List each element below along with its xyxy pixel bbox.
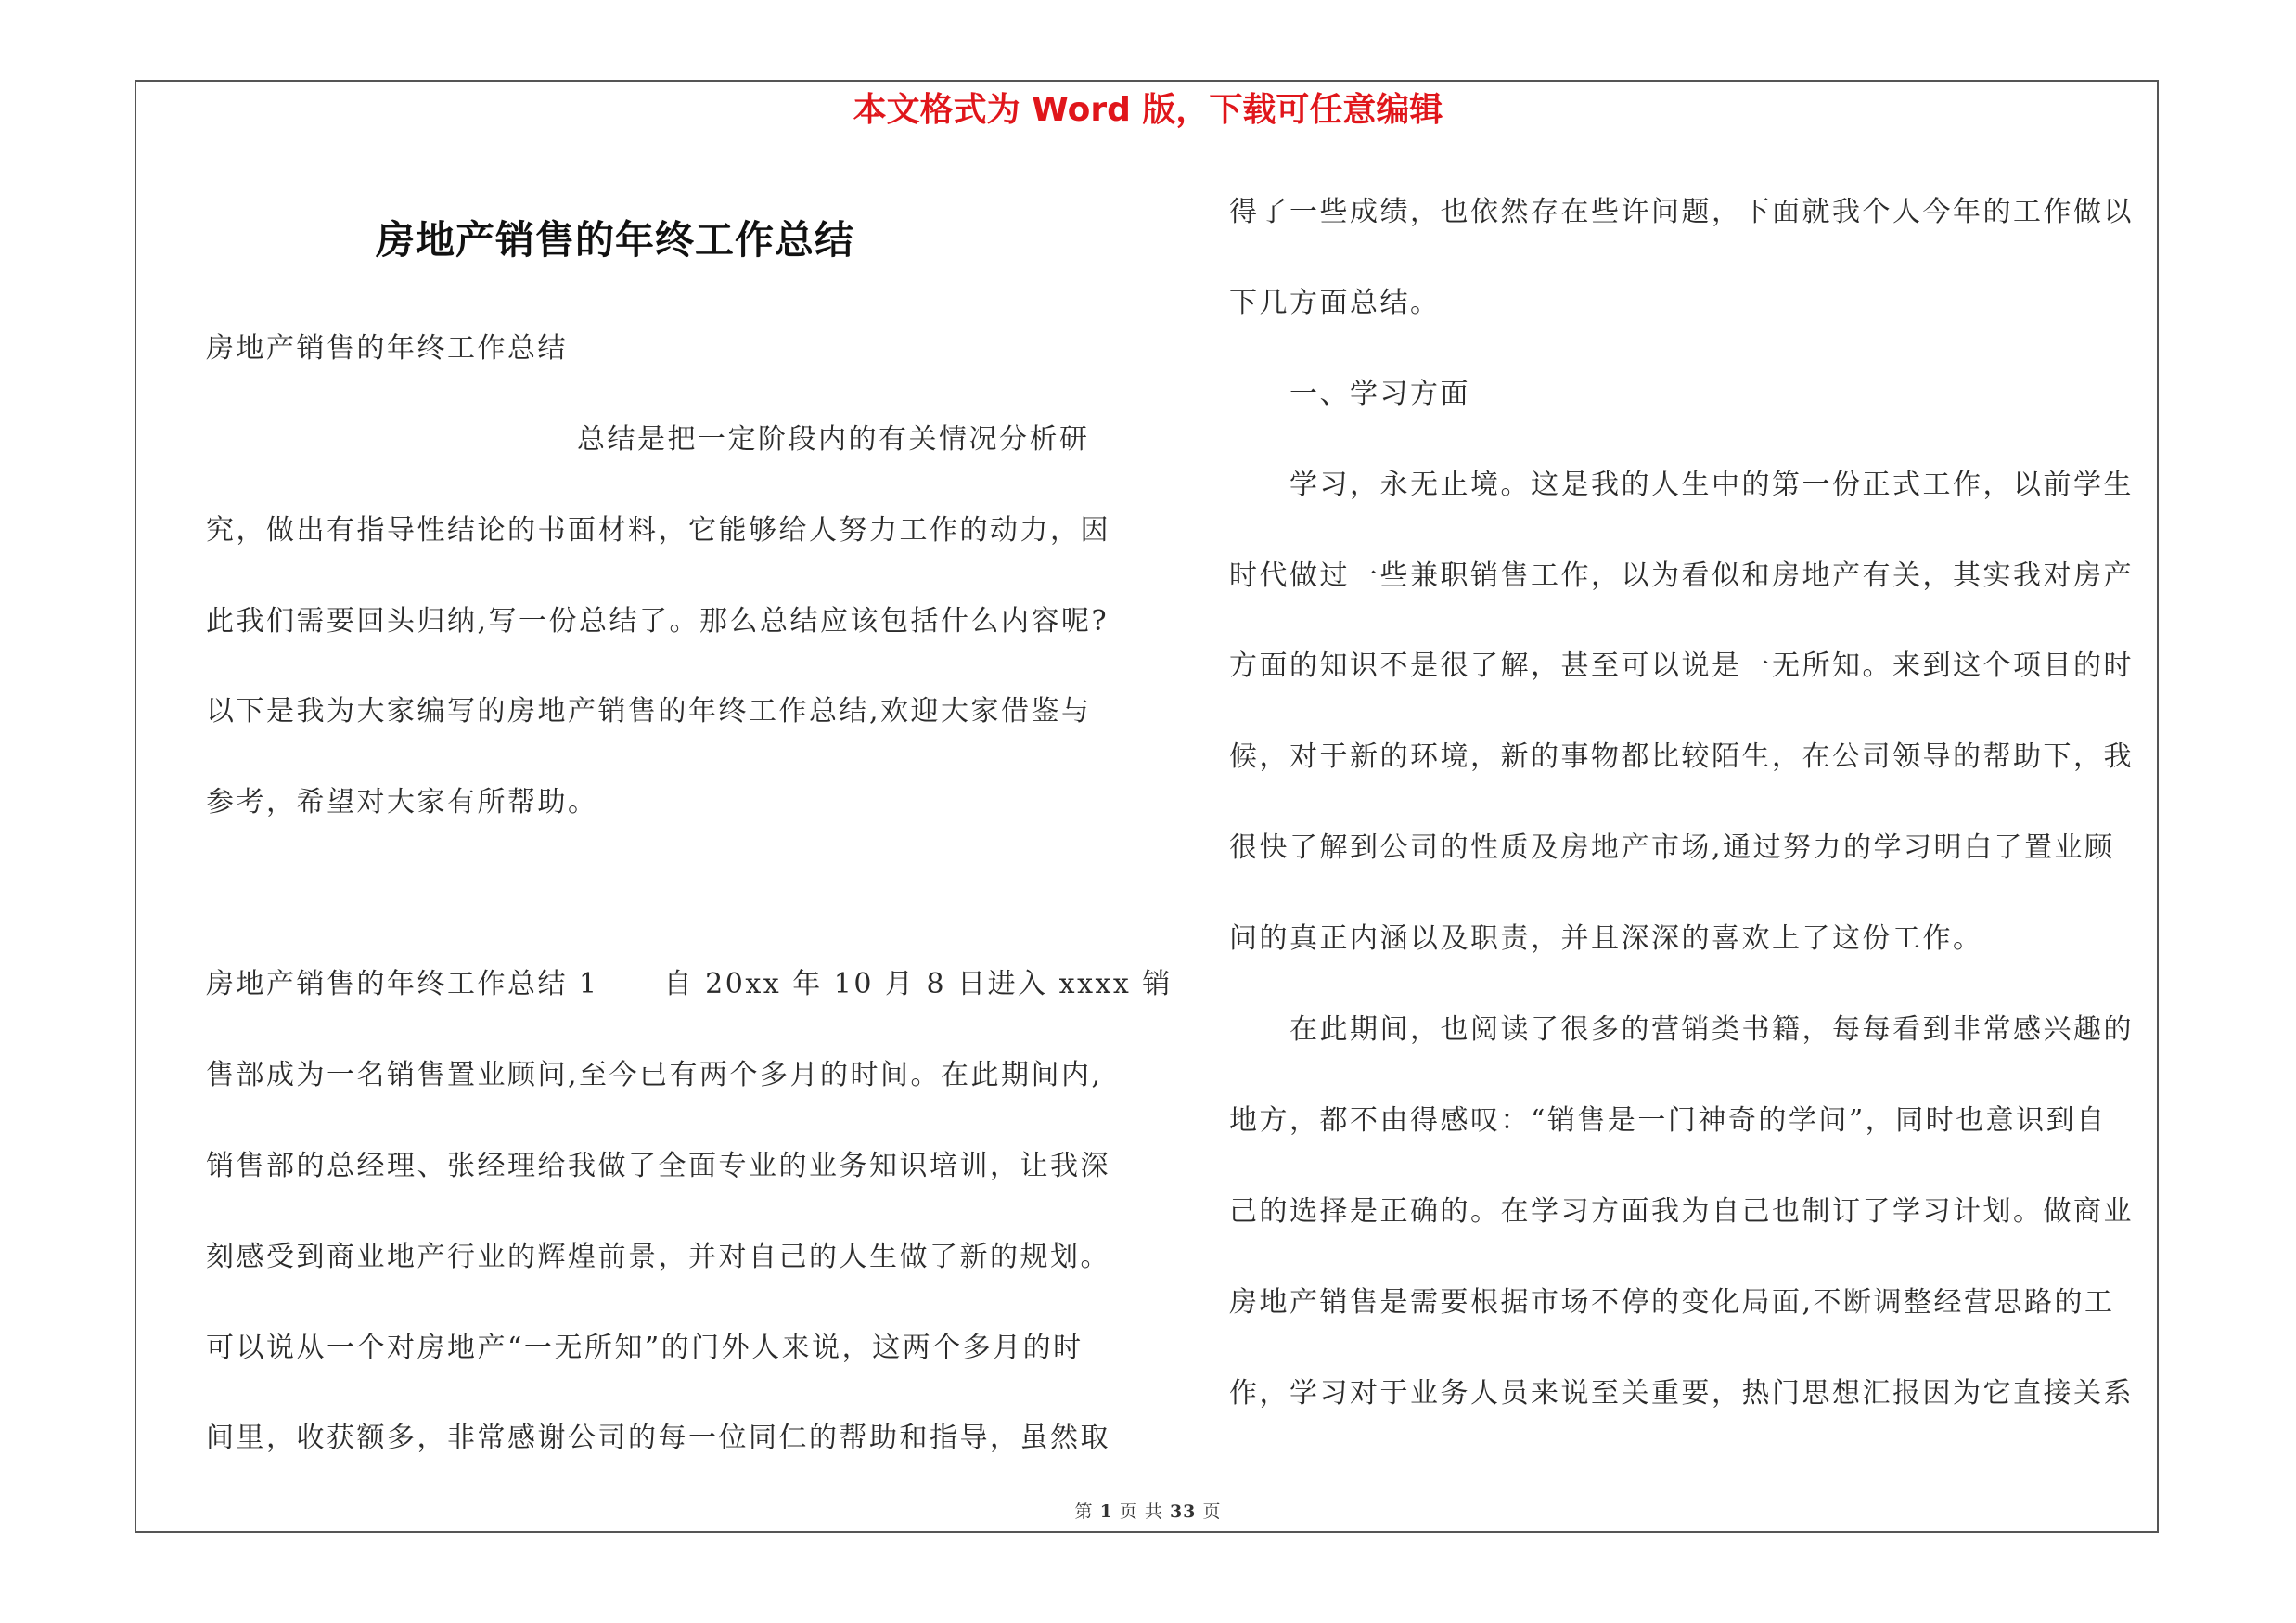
text-line: 下几方面总结。 — [1229, 287, 1441, 319]
word-format-banner: 本文格式为 Word 版，下载可任意编辑 — [853, 91, 1443, 129]
footer-suffix: 页 — [1202, 1501, 1222, 1522]
paragraph-line: 很快了解到公司的性质及房地产市场,通过努力的学习明白了置业顾 — [1229, 831, 2115, 864]
section-first-line: 自 20xx 年 10 月 8 日进入 xxxx 销 — [663, 968, 1173, 1000]
paragraph-line: 在此期间，也阅读了很多的营销类书籍，每每看到非常感兴趣的 — [1289, 1013, 2134, 1046]
section-line: 销售部的总经理、张经理给我做了全面专业的业务知识培训，让我深 — [206, 1150, 1110, 1182]
paragraph-line: 地方，都不由得感叹：“销售是一门神奇的学问”，同时也意识到自 — [1229, 1104, 2107, 1137]
paragraph-line: 时代做过一些兼职销售工作，以为看似和房地产有关，其实我对房产 — [1229, 560, 2134, 592]
paragraph-line: 作，学习对于业务人员来说至关重要，热门思想汇报因为它直接关系 — [1229, 1377, 2134, 1410]
intro-line: 总结是把一定阶段内的有关情况分析研 — [577, 423, 1090, 456]
section-line: 刻感受到商业地产行业的辉煌前景，并对自己的人生做了新的规划。 — [206, 1241, 1110, 1273]
paragraph-line: 候，对于新的环境，新的事物都比较陌生，在公司领导的帮助下，我 — [1229, 741, 2134, 773]
subtitle: 房地产销售的年终工作总结 — [206, 332, 568, 365]
section-heading-learning: 一、学习方面 — [1289, 378, 1470, 410]
current-page-number: 1 — [1099, 1501, 1113, 1522]
total-page-count: 33 — [1169, 1501, 1197, 1522]
paragraph-line: 己的选择是正确的。在学习方面我为自己也制订了学习计划。做商业 — [1229, 1195, 2134, 1228]
section-line: 间里，收获额多，非常感谢公司的每一位同仁的帮助和指导，虽然取 — [206, 1422, 1110, 1454]
footer-middle: 页 共 — [1119, 1501, 1163, 1522]
paragraph-line: 问的真正内涵以及职责，并且深深的喜欢上了这份工作。 — [1229, 922, 1983, 955]
intro-line: 参考，希望对大家有所帮助。 — [206, 786, 598, 818]
section-line: 售部成为一名销售置业顾问,至今已有两个多月的时间。在此期间内, — [206, 1059, 1103, 1091]
intro-line: 以下是我为大家编写的房地产销售的年终工作总结,欢迎大家借鉴与 — [206, 695, 1092, 728]
document-title: 房地产销售的年终工作总结 — [376, 217, 855, 263]
footer-prefix: 第 — [1074, 1501, 1094, 1522]
text-line: 得了一些成绩，也依然存在些许问题，下面就我个人今年的工作做以 — [1229, 196, 2134, 228]
intro-line: 此我们需要回头归纳,写一份总结了。那么总结应该包括什么内容呢? — [206, 605, 1110, 638]
paragraph-line: 方面的知识不是很了解，甚至可以说是一无所知。来到这个项目的时 — [1229, 650, 2134, 682]
page-footer — [0, 1498, 2296, 1523]
paragraph-line: 学习，永无止境。这是我的人生中的第一份正式工作，以前学生 — [1289, 469, 2134, 501]
section-heading-line — [206, 966, 1173, 1003]
paragraph-line: 房地产销售是需要根据市场不停的变化局面,不断调整经营思路的工 — [1229, 1286, 2115, 1319]
section-line: 可以说从一个对房地产“一无所知”的门外人来说，这两个多月的时 — [206, 1332, 1084, 1364]
intro-line: 究，做出有指导性结论的书面材料，它能够给人努力工作的动力，因 — [206, 514, 1110, 547]
section-heading: 房地产销售的年终工作总结 1 — [206, 968, 599, 1000]
